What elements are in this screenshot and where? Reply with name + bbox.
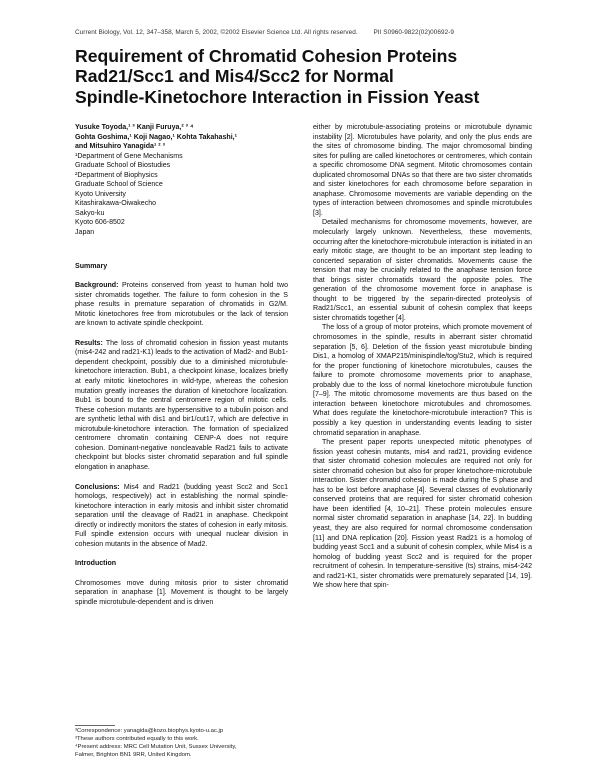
background-paragraph: [75, 281, 288, 329]
conclusions-paragraph: [75, 483, 288, 550]
left-column: [75, 123, 288, 608]
footnote-line: ⁴Present address: MRC Cell Mutation Unit, Sussex University,: [75, 743, 237, 750]
conclusions-label: Conclusions:: [75, 483, 120, 491]
introduction-heading: Introduction: [75, 560, 117, 568]
intro-paragraph: The loss of a group of motor proteins, which promote movement of chromosomes in the spindle, results in aberrant sister chromatid separation [5, 6]. Deletion of the fission yeast microtubule binding Dis1, a homolog of XMAP215/minispindle/tog/Stu2, which is required for the proper functioning of kinetochore microtubules, causes the failure to promote chromosome movements prior to anaphase, probably due to the loss of normal kinetochore microtubule function [7–9]. The mitotic chromosome movements are thus based on the interaction between kinetochore microtubules and chromosomes. What does regulate the kinetochore-microtubule interaction? This is possibly a key question in understanding events leading to sister chromatid separation in anaphase.: [313, 324, 532, 437]
footnote-line: ³These authors contributed equally to this work.: [75, 735, 199, 742]
footnotes: [75, 728, 288, 760]
intro-paragraph: The present paper reports unexpected mitotic phenotypes of fission yeast cohesin mutants, mis4 and rad21, providing evidence that sister chromatid cohesion molecules are required not only for sister chromatid cohesion but also for proper kinetochore-microtubule interaction. Sister chromatid cohesion is made during the S phase and has to be lost before anaphase [4]. Several classes of evolutionarily conserved proteins that are required for sister chromatid cohesion have been identified [4, 10–21]. These protein molecules ensure normal sister chromatid separation in anaphase [14, 22]. In budding yeast, they are also required for normal chromosome condensation [11] and DNA replication [20]. Fission yeast Rad21 is a homolog of budding yeast Scc1 and a subunit of cohesin complex, while Mis4 is a homolog of budding yeast Scc2 and is required for the proper recruitment of cohesin. In temperature-sensitive (ts) strains, mis4-242 and rad21-K1, sister chromatids were prematurely separated [14, 19]. We show here that spin-: [313, 439, 532, 590]
right-column: [313, 123, 532, 591]
title-line: Requirement of Chromatid Cohesion Proteins: [75, 46, 458, 66]
affiliation-line: ¹Department of Gene Mechanisms: [75, 152, 183, 160]
affiliation-line: ²Department of Biophysics: [75, 171, 158, 179]
pii-code: PII S0960-9822(02)00692-9: [373, 29, 454, 36]
background-label: Background:: [75, 282, 119, 290]
intro-paragraph: Detailed mechanisms for chromosome movements, however, are molecularly largely unknown. Nevertheless, these movements, occurring after the kinetochore-microtubule interaction is initiated in an early mitotic stage, are thought to be an important step leading to concerted separation of sister chromatids. Movements cause the tension that may be crucially related to the anaphase tension force that brings sister chromatids toward the opposite poles. The generation of the chromosome movement force in anaphase is thought to be triggered by the separin-directed proteolysis of Rad21/Scc1, an essential subunit of cohesin complex that keeps sister chromatids together [4].: [313, 219, 532, 322]
intro-paragraph: either by microtubule-associating proteins or microtubule dynamic instability [2]. Microtubules have polarity, and only the plus ends are the sites of chromosome binding. The major chromosomal binding sites for pulling are called kinetochores or centromeres, which contain a specific chromosome DNA segment. Mitotic chromosomes contain duplicated chromosomal DNAs so that there are two sister chromatids and sister kinetochores for each chromosome before separation in anaphase. Chromosome movements are variable depending on the types of interaction between chromosomes and spindle microtubules [3].: [313, 124, 532, 217]
affiliation-line: Graduate School of Science: [75, 181, 163, 189]
results-label: Results:: [75, 339, 103, 347]
results-paragraph: [75, 339, 288, 473]
intro-paragraph-left: Chromosomes move during mitosis prior to sister chromatid separation in anaphase [1]. Movement is thought to be largely spindle microtubule-dependent and is driven: [75, 579, 288, 606]
background-text: Proteins conserved from yeast to human hold two sister chromatids together. The failure to form cohesion in the S phase results in premature separation of chromatids in G2/M. Mitotic kinetochores free from microtubules or the lack of tension are known to activate spindle checkpoint.: [75, 282, 289, 328]
journal-citation: Current Biology, Vol. 12, 347–358, March 5, 2002, ©2002 Elsevier Science Ltd. All rights reserved.: [75, 29, 358, 36]
author-line: and Mitsuhiro Yanagida¹ ² ³: [75, 143, 165, 151]
affiliation-line: Kyoto 606-8502: [75, 219, 125, 227]
results-text: The loss of chromatid cohesion in fission yeast mutants (mis4-242 and rad21-K1) leads to the activation of Mad2- and Bub1-dependent checkpoint, possibly due to a diminished microtubule-kinetochore interaction. Bub1, a checkpoint kinase, localizes briefly at early mitotic kinetochores in wild-type, whereas the cohesion mutation greatly increases the duration of kinetochore localization. Bub1 is bound to the central centromere region of mitotic cells. These cohesion mutants are hypersensitive to a tubulin poison and are synthetic lethal with dis1 and bir1/cut17, which are defective in microtubule-kinetochore interaction. The formation of specialized centromere chromatin containing CENP-A does not require cohesion. Dominant-negative noncleavable Rad21 fails to activate checkpoint but blocks sister chromatid separation and full spindle elongation in anaphase.: [75, 339, 288, 471]
affiliation-line: Japan: [75, 229, 95, 237]
journal-header: [75, 29, 454, 36]
article-title: [75, 46, 535, 107]
affiliation-line: Graduate School of Biostudies: [75, 162, 171, 170]
title-line: Spindle-Kinetochore Interaction in Fission Yeast: [75, 86, 480, 107]
conclusions-text: Mis4 and Rad21 (budding yeast Scc2 and Scc1 homologs, respectively) act in establishing the normal spindle-kinetochore interaction in early mitosis and inhibit sister chromatid separation until the cleavage of Rad21 in anaphase. Checkpoint directly or indirectly monitors the states of cohesion in early mitosis. Full spindle extension occurs with unequal nuclear division in cohesion mutants in the absence of Mad2.: [75, 483, 288, 548]
author-list: [75, 123, 288, 152]
footnote-line: Falmer, Brighton BN1 9RR, United Kingdom.: [75, 751, 192, 758]
affiliation-line: Kyoto University: [75, 190, 126, 198]
affiliations: [75, 152, 288, 238]
author-line: Gohta Goshima,¹ Koji Nagao,¹ Kohta Takahashi,¹: [75, 133, 237, 141]
footnote-rule: [75, 725, 115, 726]
footnote-line: ³Correspondence: yanagida@kozo.biophys.kyoto-u.ac.jp: [75, 728, 224, 734]
author-line: Yusuke Toyoda,¹ ³ Kanji Furuya,² ³ ⁴: [75, 124, 194, 131]
affiliation-line: Sakyo-ku: [75, 209, 105, 217]
summary-heading: Summary: [75, 262, 108, 270]
title-line: Rad21/Scc1 and Mis4/Scc2 for Normal: [75, 66, 394, 87]
affiliation-line: Kitashirakawa-Oiwakecho: [75, 200, 157, 208]
